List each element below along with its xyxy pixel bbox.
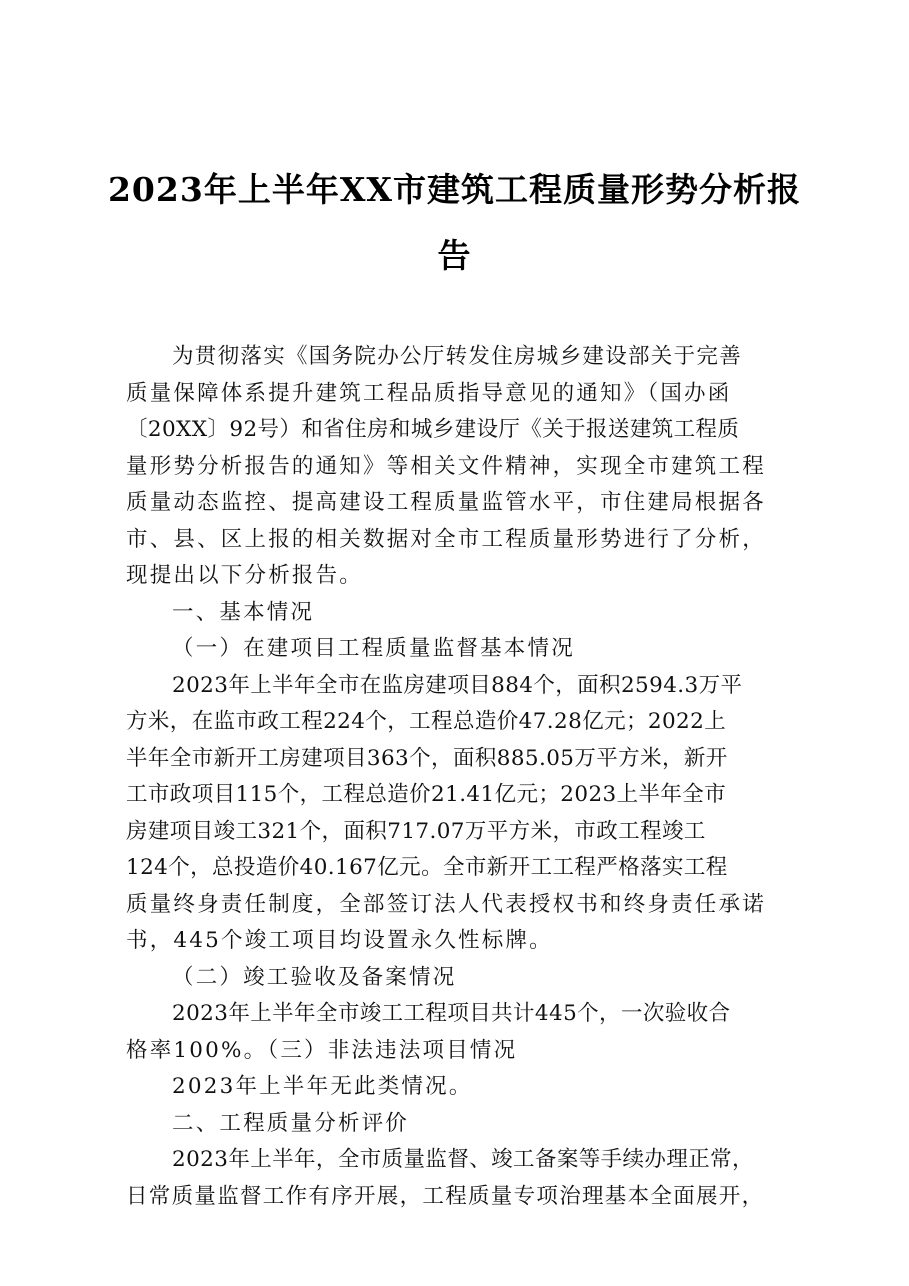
section-heading: 二、工程质量分析评价 bbox=[172, 1110, 410, 1136]
paragraph-line: 方米，在监市政工程224个，工程总造价47.28亿元；2022上 bbox=[126, 709, 727, 734]
document-body bbox=[126, 339, 806, 1215]
paragraph-line: 质量终身责任制度，全部签订法人代表授权书和终身责任承诺 bbox=[126, 891, 766, 917]
paragraph-line: 2023年上半年，全市质量监督、竣工备案等手续办理正常， bbox=[172, 1147, 754, 1172]
paragraph-line: 2023年上半年全市竣工工程项目共计445个，一次验收合 bbox=[172, 1001, 731, 1026]
paragraph-line: 〔20XX〕92号）和省住房和城乡建设厅《关于报送建筑工程质 bbox=[126, 417, 740, 442]
paragraph-line: 格率100%。（三）非法违法项目情况 bbox=[126, 1037, 518, 1063]
paragraph-line: 为贯彻落实《国务院办公厅转发住房城乡建设部关于完善 bbox=[172, 344, 743, 369]
paragraph-line: 质量动态监控、提高建设工程质量监管水平，市住建局根据各 bbox=[126, 490, 766, 515]
paragraph-line: 124个，总投造价40.167亿元。全市新开工工程严格落实工程 bbox=[126, 855, 728, 880]
document-title-line-1: 2023年上半年XX市建筑工程质量形势分析报 bbox=[107, 170, 802, 209]
paragraph-line: 质量保障体系提升建筑工程品质指导意见的通知》（国办函 bbox=[126, 380, 732, 406]
paragraph-line: 现提出以下分析报告。 bbox=[126, 563, 364, 588]
paragraph-line: 房建项目竣工321个，面积717.07万平方米，市政工程竣工 bbox=[126, 818, 706, 844]
document-title-line-2: 告 bbox=[437, 236, 472, 275]
paragraph-line: 市、县、区上报的相关数据对全市工程质量形势进行了分析， bbox=[126, 526, 766, 552]
paragraph-line: 日常质量监督工作有序开展，工程质量专项治理基本全面展开， bbox=[126, 1183, 765, 1209]
paragraph-line: 工市政项目115个，工程总造价21.41亿元；2023上半年全市 bbox=[126, 782, 727, 807]
section-heading: 一、基本情况 bbox=[172, 599, 315, 625]
paragraph-line: 2023年上半年无此类情况。 bbox=[172, 1074, 473, 1099]
subsection-heading: （一）在建项目工程质量监督基本情况 bbox=[172, 636, 575, 661]
paragraph-line: 半年全市新开工房建项目363个，面积885.05万平方米，新开 bbox=[126, 745, 728, 771]
subsection-heading: （二）竣工验收及备案情况 bbox=[172, 964, 457, 990]
paragraph-line: 2023年上半年全市在监房建项目884个，面积2594.3万平 bbox=[172, 672, 743, 698]
paragraph-line: 书，445个竣工项目均设置永久性标牌。 bbox=[126, 928, 553, 953]
paragraph-line: 量形势分析报告的通知》等相关文件精神，实现全市建筑工程 bbox=[126, 453, 766, 479]
